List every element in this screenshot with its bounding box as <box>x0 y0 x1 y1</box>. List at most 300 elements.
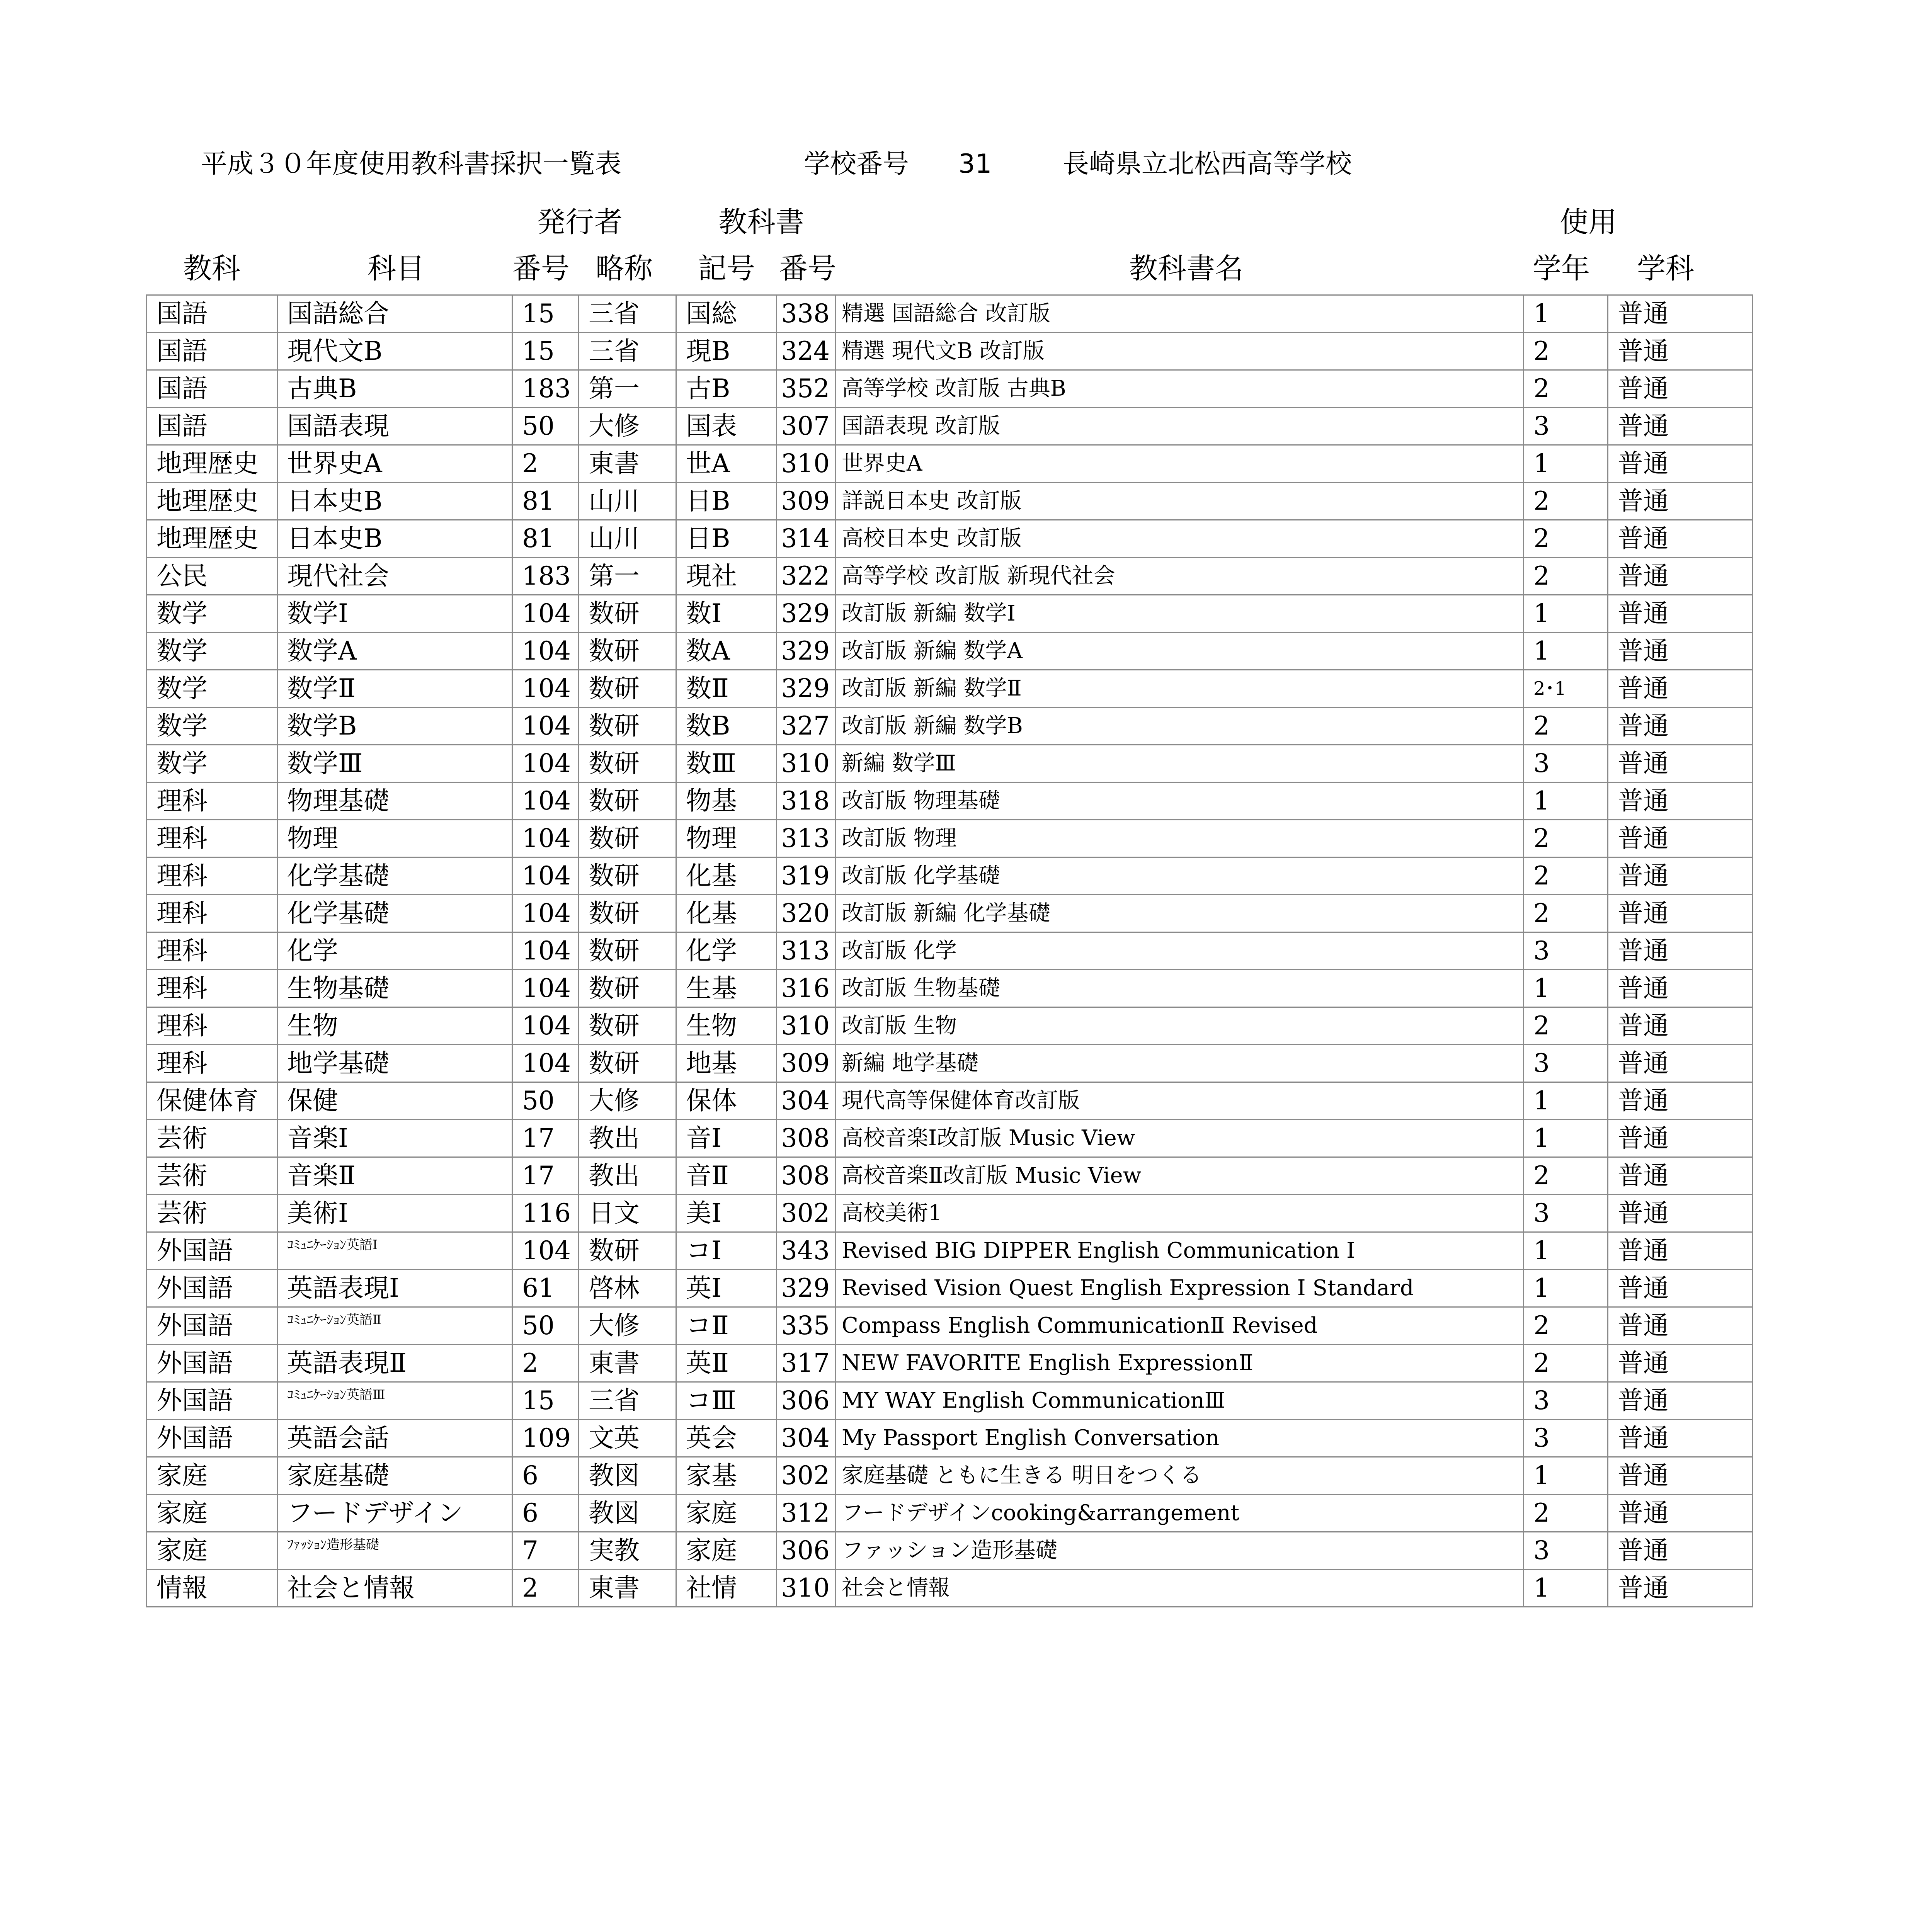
table-row <box>147 333 1753 370</box>
cell-publisher-abbr: 三省 <box>579 295 676 333</box>
cell-subject: 古典B <box>277 370 512 408</box>
cell-course: 普通 <box>1608 1007 1753 1045</box>
textbook-table <box>146 294 1753 1607</box>
cell-textbook-number: 304 <box>777 1082 836 1120</box>
cell-publisher-number: 183 <box>512 370 579 408</box>
cell-textbook-number: 309 <box>777 483 836 520</box>
cell-grade: 2 <box>1524 520 1608 558</box>
cell-publisher-number: 6 <box>512 1495 579 1532</box>
cell-subject: 美術Ⅰ <box>277 1195 512 1232</box>
table-row <box>147 1382 1753 1420</box>
cell-course: 普通 <box>1608 707 1753 745</box>
cell-subject: ｺﾐｭﾆｹｰｼｮﾝ英語Ⅱ <box>277 1307 512 1345</box>
cell-grade: 1 <box>1524 1082 1608 1120</box>
cell-course: 普通 <box>1608 782 1753 820</box>
cell-course: 普通 <box>1608 745 1753 782</box>
cell-grade: 1 <box>1524 970 1608 1007</box>
cell-publisher-number: 104 <box>512 1045 579 1082</box>
cell-textbook-number: 343 <box>777 1232 836 1270</box>
cell-publisher-abbr: 山川 <box>579 483 676 520</box>
header-textbook-name: 教科書名 <box>1129 252 1244 285</box>
cell-textbook-name: ファッション造形基礎 <box>836 1532 1524 1570</box>
cell-textbook-name: 新編 地学基礎 <box>836 1045 1524 1082</box>
cell-grade: 1 <box>1524 782 1608 820</box>
cell-publisher-abbr: 数研 <box>579 932 676 970</box>
cell-textbook-symbol: 数A <box>676 633 777 670</box>
cell-subject-area: 保健体育 <box>147 1082 277 1120</box>
cell-textbook-number: 322 <box>777 558 836 595</box>
cell-grade: 2 <box>1524 1345 1608 1382</box>
cell-grade: 1 <box>1524 1457 1608 1495</box>
table-row <box>147 1570 1753 1607</box>
cell-grade: 2 <box>1524 857 1608 895</box>
cell-course: 普通 <box>1608 1570 1753 1607</box>
cell-textbook-number: 329 <box>777 1270 836 1307</box>
cell-subject: 物理 <box>277 820 512 857</box>
cell-textbook-number: 310 <box>777 1570 836 1607</box>
cell-subject-area: 地理歴史 <box>147 483 277 520</box>
cell-grade: 1 <box>1524 633 1608 670</box>
cell-publisher-number: 104 <box>512 782 579 820</box>
cell-course: 普通 <box>1608 1270 1753 1307</box>
cell-textbook-name: 改訂版 新編 数学B <box>836 707 1524 745</box>
cell-subject-area: 理科 <box>147 857 277 895</box>
cell-subject: 世界史A <box>277 445 512 483</box>
cell-textbook-symbol: 数B <box>676 707 777 745</box>
cell-textbook-symbol: 化学 <box>676 932 777 970</box>
table-row <box>147 1420 1753 1457</box>
cell-publisher-abbr: 教図 <box>579 1457 676 1495</box>
cell-textbook-symbol: 国表 <box>676 408 777 445</box>
cell-subject-area: 公民 <box>147 558 277 595</box>
cell-textbook-symbol: 家庭 <box>676 1532 777 1570</box>
cell-publisher-abbr: 数研 <box>579 633 676 670</box>
cell-publisher-abbr: 数研 <box>579 820 676 857</box>
cell-textbook-number: 308 <box>777 1157 836 1195</box>
cell-grade: 2 <box>1524 1007 1608 1045</box>
cell-textbook-number: 329 <box>777 633 836 670</box>
header-grade: 学年 <box>1533 252 1590 285</box>
cell-publisher-abbr: 東書 <box>579 1345 676 1382</box>
cell-course: 普通 <box>1608 295 1753 333</box>
cell-publisher-abbr: 数研 <box>579 970 676 1007</box>
cell-publisher-abbr: 数研 <box>579 745 676 782</box>
cell-textbook-symbol: 英Ⅰ <box>676 1270 777 1307</box>
cell-subject: 保健 <box>277 1082 512 1120</box>
header-publisher-abbr: 略称 <box>596 252 653 285</box>
cell-textbook-symbol: 美Ⅰ <box>676 1195 777 1232</box>
cell-subject-area: 外国語 <box>147 1232 277 1270</box>
cell-publisher-number: 50 <box>512 1307 579 1345</box>
cell-grade: 3 <box>1524 1420 1608 1457</box>
header-publisher-number: 番号 <box>512 252 570 285</box>
cell-publisher-abbr: 大修 <box>579 1307 676 1345</box>
cell-course: 普通 <box>1608 1495 1753 1532</box>
cell-publisher-number: 6 <box>512 1457 579 1495</box>
cell-grade: 1 <box>1524 445 1608 483</box>
cell-textbook-number: 310 <box>777 1007 836 1045</box>
cell-textbook-number: 310 <box>777 745 836 782</box>
cell-course: 普通 <box>1608 633 1753 670</box>
cell-course: 普通 <box>1608 408 1753 445</box>
cell-grade: 2 <box>1524 333 1608 370</box>
table-row <box>147 857 1753 895</box>
cell-textbook-symbol: コⅢ <box>676 1382 777 1420</box>
cell-textbook-number: 313 <box>777 820 836 857</box>
cell-publisher-number: 15 <box>512 333 579 370</box>
cell-subject-area: 外国語 <box>147 1345 277 1382</box>
cell-subject: 日本史B <box>277 520 512 558</box>
cell-course: 普通 <box>1608 1232 1753 1270</box>
cell-textbook-name: My Passport English Conversation <box>836 1420 1524 1457</box>
cell-subject: ｺﾐｭﾆｹｰｼｮﾝ英語Ⅲ <box>277 1382 512 1420</box>
cell-textbook-symbol: 音Ⅰ <box>676 1120 777 1157</box>
cell-subject: 国語総合 <box>277 295 512 333</box>
cell-publisher-number: 104 <box>512 1007 579 1045</box>
cell-subject: 現代文B <box>277 333 512 370</box>
cell-textbook-number: 312 <box>777 1495 836 1532</box>
cell-subject-area: 芸術 <box>147 1120 277 1157</box>
cell-publisher-number: 104 <box>512 895 579 932</box>
cell-publisher-abbr: 三省 <box>579 333 676 370</box>
table-row <box>147 820 1753 857</box>
cell-textbook-name: 改訂版 新編 化学基礎 <box>836 895 1524 932</box>
table-row <box>147 1082 1753 1120</box>
cell-textbook-number: 302 <box>777 1457 836 1495</box>
cell-subject: 英語表現Ⅰ <box>277 1270 512 1307</box>
cell-subject-area: 芸術 <box>147 1157 277 1195</box>
cell-subject: 化学基礎 <box>277 857 512 895</box>
cell-course: 普通 <box>1608 1120 1753 1157</box>
cell-publisher-number: 104 <box>512 633 579 670</box>
cell-course: 普通 <box>1608 857 1753 895</box>
cell-subject-area: 国語 <box>147 370 277 408</box>
cell-subject-area: 数学 <box>147 745 277 782</box>
cell-textbook-name: 社会と情報 <box>836 1570 1524 1607</box>
cell-subject-area: 国語 <box>147 295 277 333</box>
cell-course: 普通 <box>1608 1420 1753 1457</box>
cell-textbook-name: 世界史A <box>836 445 1524 483</box>
cell-subject: 数学Ⅱ <box>277 670 512 707</box>
cell-textbook-number: 329 <box>777 670 836 707</box>
cell-subject-area: 数学 <box>147 633 277 670</box>
cell-textbook-name: 改訂版 新編 数学A <box>836 633 1524 670</box>
cell-subject: 英語表現Ⅱ <box>277 1345 512 1382</box>
cell-subject-area: 国語 <box>147 333 277 370</box>
cell-textbook-name: 高校音楽Ⅱ改訂版 Music View <box>836 1157 1524 1195</box>
cell-textbook-name: 高校日本史 改訂版 <box>836 520 1524 558</box>
table-row <box>147 895 1753 932</box>
cell-textbook-symbol: 数Ⅲ <box>676 745 777 782</box>
table-row <box>147 1307 1753 1345</box>
cell-subject: 英語会話 <box>277 1420 512 1457</box>
cell-publisher-abbr: 啓林 <box>579 1270 676 1307</box>
cell-textbook-name: 改訂版 生物 <box>836 1007 1524 1045</box>
cell-publisher-abbr: 大修 <box>579 1082 676 1120</box>
table-row <box>147 1232 1753 1270</box>
cell-publisher-number: 2 <box>512 445 579 483</box>
table-row <box>147 445 1753 483</box>
cell-publisher-number: 7 <box>512 1532 579 1570</box>
cell-subject: 地学基礎 <box>277 1045 512 1082</box>
cell-publisher-abbr: 第一 <box>579 370 676 408</box>
cell-publisher-abbr: 山川 <box>579 520 676 558</box>
cell-grade: 3 <box>1524 745 1608 782</box>
table-row <box>147 1457 1753 1495</box>
cell-textbook-symbol: 化基 <box>676 857 777 895</box>
cell-course: 普通 <box>1608 595 1753 633</box>
cell-course: 普通 <box>1608 670 1753 707</box>
table-row <box>147 1345 1753 1382</box>
cell-course: 普通 <box>1608 333 1753 370</box>
document-header <box>201 143 1592 185</box>
cell-textbook-name: 家庭基礎 ともに生きる 明日をつくる <box>836 1457 1524 1495</box>
cell-grade: 2 <box>1524 558 1608 595</box>
cell-course: 普通 <box>1608 932 1753 970</box>
cell-subject-area: 理科 <box>147 895 277 932</box>
cell-course: 普通 <box>1608 370 1753 408</box>
cell-textbook-symbol: 地基 <box>676 1045 777 1082</box>
cell-publisher-abbr: 東書 <box>579 445 676 483</box>
cell-textbook-name: 改訂版 化学基礎 <box>836 857 1524 895</box>
cell-publisher-abbr: 実教 <box>579 1532 676 1570</box>
cell-publisher-number: 104 <box>512 707 579 745</box>
cell-textbook-number: 335 <box>777 1307 836 1345</box>
cell-subject-area: 数学 <box>147 595 277 633</box>
cell-subject-area: 理科 <box>147 820 277 857</box>
school-name: 長崎県立北松西高等学校 <box>1063 149 1352 179</box>
cell-textbook-number: 302 <box>777 1195 836 1232</box>
cell-textbook-number: 310 <box>777 445 836 483</box>
cell-subject-area: 家庭 <box>147 1457 277 1495</box>
cell-grade: 1 <box>1524 295 1608 333</box>
cell-textbook-name: 新編 数学Ⅲ <box>836 745 1524 782</box>
cell-textbook-name: 改訂版 新編 数学Ⅱ <box>836 670 1524 707</box>
cell-grade: 2 <box>1524 820 1608 857</box>
cell-textbook-symbol: 家庭 <box>676 1495 777 1532</box>
cell-grade: 3 <box>1524 1045 1608 1082</box>
cell-publisher-abbr: 数研 <box>579 857 676 895</box>
cell-publisher-number: 61 <box>512 1270 579 1307</box>
cell-textbook-name: 詳説日本史 改訂版 <box>836 483 1524 520</box>
table-row <box>147 1532 1753 1570</box>
cell-subject: 物理基礎 <box>277 782 512 820</box>
cell-textbook-number: 338 <box>777 295 836 333</box>
school-number-label: 学校番号 <box>804 149 909 179</box>
cell-publisher-number: 15 <box>512 295 579 333</box>
cell-publisher-number: 104 <box>512 670 579 707</box>
cell-grade: 1 <box>1524 1232 1608 1270</box>
cell-textbook-name: 改訂版 化学 <box>836 932 1524 970</box>
cell-publisher-abbr: 数研 <box>579 1007 676 1045</box>
cell-course: 普通 <box>1608 445 1753 483</box>
cell-subject: 化学 <box>277 932 512 970</box>
cell-publisher-abbr: 数研 <box>579 595 676 633</box>
cell-publisher-number: 81 <box>512 483 579 520</box>
table-row <box>147 707 1753 745</box>
cell-subject-area: 外国語 <box>147 1420 277 1457</box>
cell-textbook-number: 309 <box>777 1045 836 1082</box>
cell-subject-area: 理科 <box>147 932 277 970</box>
cell-course: 普通 <box>1608 1157 1753 1195</box>
cell-textbook-symbol: 物理 <box>676 820 777 857</box>
cell-subject-area: 芸術 <box>147 1195 277 1232</box>
cell-textbook-number: 316 <box>777 970 836 1007</box>
cell-subject-area: 外国語 <box>147 1307 277 1345</box>
cell-textbook-symbol: 日B <box>676 520 777 558</box>
table-row <box>147 970 1753 1007</box>
cell-course: 普通 <box>1608 1307 1753 1345</box>
cell-textbook-name: 精選 国語総合 改訂版 <box>836 295 1524 333</box>
cell-textbook-number: 314 <box>777 520 836 558</box>
cell-subject-area: 家庭 <box>147 1495 277 1532</box>
cell-subject: 日本史B <box>277 483 512 520</box>
cell-subject: ﾌｧｯｼｮﾝ造形基礎 <box>277 1532 512 1570</box>
cell-textbook-number: 306 <box>777 1532 836 1570</box>
cell-publisher-abbr: 数研 <box>579 895 676 932</box>
table-row <box>147 295 1753 333</box>
cell-course: 普通 <box>1608 970 1753 1007</box>
cell-textbook-symbol: 現社 <box>676 558 777 595</box>
cell-subject-area: 数学 <box>147 670 277 707</box>
header-subject: 科目 <box>368 252 425 285</box>
table-row <box>147 1007 1753 1045</box>
cell-subject: 国語表現 <box>277 408 512 445</box>
table-row <box>147 1045 1753 1082</box>
cell-subject: 生物基礎 <box>277 970 512 1007</box>
cell-subject: 現代社会 <box>277 558 512 595</box>
cell-subject: 数学Ⅲ <box>277 745 512 782</box>
cell-publisher-number: 2 <box>512 1570 579 1607</box>
cell-subject-area: 外国語 <box>147 1270 277 1307</box>
cell-textbook-symbol: 世A <box>676 445 777 483</box>
cell-textbook-name: 国語表現 改訂版 <box>836 408 1524 445</box>
cell-publisher-abbr: 数研 <box>579 1045 676 1082</box>
header-textbook-symbol: 記号 <box>698 252 755 285</box>
cell-publisher-abbr: 数研 <box>579 670 676 707</box>
cell-textbook-symbol: コⅠ <box>676 1232 777 1270</box>
cell-textbook-symbol: 日B <box>676 483 777 520</box>
cell-textbook-name: フードデザインcooking&arrangement <box>836 1495 1524 1532</box>
cell-course: 普通 <box>1608 1457 1753 1495</box>
cell-publisher-abbr: 数研 <box>579 782 676 820</box>
table-row <box>147 370 1753 408</box>
cell-publisher-abbr: 東書 <box>579 1570 676 1607</box>
cell-subject-area: 理科 <box>147 1007 277 1045</box>
cell-textbook-name: 改訂版 生物基礎 <box>836 970 1524 1007</box>
table-row <box>147 1195 1753 1232</box>
cell-grade: 3 <box>1524 932 1608 970</box>
cell-publisher-number: 15 <box>512 1382 579 1420</box>
cell-course: 普通 <box>1608 1082 1753 1120</box>
cell-textbook-number: 320 <box>777 895 836 932</box>
cell-publisher-abbr: 文英 <box>579 1420 676 1457</box>
cell-publisher-number: 183 <box>512 558 579 595</box>
cell-grade: 2 <box>1524 895 1608 932</box>
cell-publisher-abbr: 第一 <box>579 558 676 595</box>
cell-subject: 音楽Ⅰ <box>277 1120 512 1157</box>
cell-publisher-abbr: 教出 <box>579 1157 676 1195</box>
cell-textbook-name: 現代高等保健体育改訂版 <box>836 1082 1524 1120</box>
cell-textbook-name: 改訂版 新編 数学Ⅰ <box>836 595 1524 633</box>
header-subject-area: 教科 <box>183 252 240 285</box>
cell-textbook-number: 319 <box>777 857 836 895</box>
table-row <box>147 1120 1753 1157</box>
cell-textbook-symbol: コⅡ <box>676 1307 777 1345</box>
table-row <box>147 1495 1753 1532</box>
cell-course: 普通 <box>1608 1532 1753 1570</box>
cell-textbook-number: 313 <box>777 932 836 970</box>
cell-subject: ｺﾐｭﾆｹｰｼｮﾝ英語Ⅰ <box>277 1232 512 1270</box>
header-textbook-group: 教科書 <box>718 206 804 239</box>
cell-textbook-number: 304 <box>777 1420 836 1457</box>
cell-course: 普通 <box>1608 1195 1753 1232</box>
cell-grade: 2 <box>1524 1157 1608 1195</box>
cell-grade: 3 <box>1524 1195 1608 1232</box>
cell-grade: 3 <box>1524 1382 1608 1420</box>
table-row <box>147 1157 1753 1195</box>
cell-subject: 生物 <box>277 1007 512 1045</box>
cell-textbook-name: 高等学校 改訂版 古典B <box>836 370 1524 408</box>
cell-textbook-symbol: 生基 <box>676 970 777 1007</box>
cell-textbook-symbol: 古B <box>676 370 777 408</box>
table-row <box>147 932 1753 970</box>
cell-publisher-abbr: 数研 <box>579 707 676 745</box>
cell-textbook-symbol: 物基 <box>676 782 777 820</box>
cell-textbook-symbol: 保体 <box>676 1082 777 1120</box>
table-row <box>147 1270 1753 1307</box>
cell-course: 普通 <box>1608 820 1753 857</box>
cell-textbook-name: Revised BIG DIPPER English Communication Ⅰ <box>836 1232 1524 1270</box>
cell-textbook-symbol: 生物 <box>676 1007 777 1045</box>
cell-subject-area: 理科 <box>147 970 277 1007</box>
cell-publisher-abbr: 教出 <box>579 1120 676 1157</box>
cell-publisher-number: 104 <box>512 745 579 782</box>
cell-grade: 2 <box>1524 370 1608 408</box>
cell-publisher-number: 104 <box>512 595 579 633</box>
cell-textbook-number: 324 <box>777 333 836 370</box>
cell-textbook-number: 329 <box>777 595 836 633</box>
cell-textbook-name: 高校美術1 <box>836 1195 1524 1232</box>
cell-grade: 3 <box>1524 408 1608 445</box>
cell-textbook-symbol: 数Ⅱ <box>676 670 777 707</box>
header-use-group: 使用 <box>1560 206 1617 239</box>
cell-publisher-number: 17 <box>512 1120 579 1157</box>
cell-textbook-name: MY WAY English CommunicationⅢ <box>836 1382 1524 1420</box>
cell-publisher-number: 81 <box>512 520 579 558</box>
cell-publisher-number: 2 <box>512 1345 579 1382</box>
header-publisher-group: 発行者 <box>537 206 623 239</box>
cell-publisher-number: 109 <box>512 1420 579 1457</box>
cell-publisher-number: 50 <box>512 1082 579 1120</box>
cell-subject: 家庭基礎 <box>277 1457 512 1495</box>
cell-textbook-number: 308 <box>777 1120 836 1157</box>
cell-textbook-name: 高校音楽Ⅰ改訂版 Music View <box>836 1120 1524 1157</box>
cell-publisher-number: 104 <box>512 857 579 895</box>
cell-subject-area: 地理歴史 <box>147 520 277 558</box>
cell-subject-area: 外国語 <box>147 1382 277 1420</box>
cell-grade: 2 <box>1524 483 1608 520</box>
cell-subject-area: 理科 <box>147 1045 277 1082</box>
cell-course: 普通 <box>1608 520 1753 558</box>
table-row <box>147 595 1753 633</box>
cell-publisher-number: 104 <box>512 1232 579 1270</box>
cell-textbook-symbol: 英Ⅱ <box>676 1345 777 1382</box>
table-row <box>147 670 1753 707</box>
cell-grade: 2･1 <box>1524 670 1608 707</box>
cell-textbook-number: 327 <box>777 707 836 745</box>
cell-subject: 社会と情報 <box>277 1570 512 1607</box>
